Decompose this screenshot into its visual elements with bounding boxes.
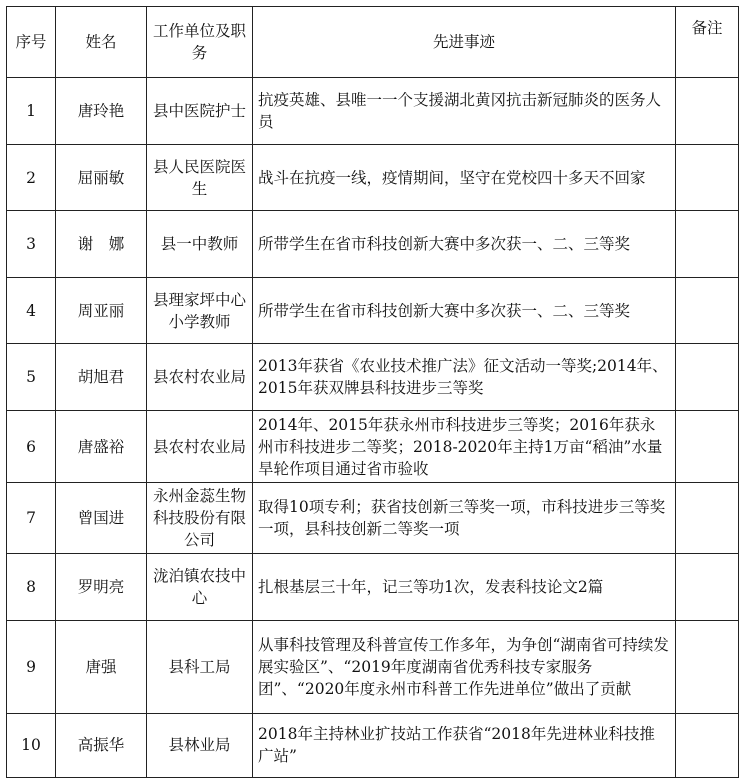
row-deeds: 所带学生在省市科技创新大赛中多次获一、二、三等奖 — [253, 278, 676, 344]
table-row — [7, 411, 739, 482]
table-row — [7, 278, 739, 344]
row-index: 8 — [7, 553, 56, 620]
row-note — [676, 553, 739, 620]
header-unit: 工作单位及职务 — [147, 7, 253, 78]
row-note — [676, 482, 739, 553]
row-note — [676, 411, 739, 482]
row-note — [676, 278, 739, 344]
row-name: 唐玲艳 — [56, 78, 147, 145]
row-index: 10 — [7, 713, 56, 777]
row-unit: 永州金蕊生物科技股份有限公司 — [147, 482, 253, 553]
row-unit: 县人民医院医生 — [147, 145, 253, 211]
row-index: 9 — [7, 620, 56, 713]
row-deeds: 从事科技管理及科普宣传工作多年，为争创“湖南省可持续发展实验区”、“2019年度湖南省优秀科技专家服务团”、“2020年度永州市科普工作先进单位”做出了贡献 — [253, 620, 676, 713]
row-name: 曾国进 — [56, 482, 147, 553]
row-unit: 县林业局 — [147, 713, 253, 777]
table-row — [7, 713, 739, 777]
row-index: 4 — [7, 278, 56, 344]
row-deeds: 2013年获省《农业技术推广法》征文活动一等奖;2014年、2015年获双牌县科技进步三等奖 — [253, 344, 676, 411]
row-name: 周亚丽 — [56, 278, 147, 344]
row-deeds: 扎根基层三十年，记三等功1次，发表科技论文2篇 — [253, 553, 676, 620]
row-unit: 县农村农业局 — [147, 411, 253, 482]
row-note — [676, 145, 739, 211]
row-index: 3 — [7, 211, 56, 278]
row-index: 6 — [7, 411, 56, 482]
row-deeds: 抗疫英雄、县唯一一个支援湖北黄冈抗击新冠肺炎的医务人员 — [253, 78, 676, 145]
row-name: 唐盛裕 — [56, 411, 147, 482]
row-index: 1 — [7, 78, 56, 145]
row-index: 2 — [7, 145, 56, 211]
row-note — [676, 344, 739, 411]
row-unit: 县一中教师 — [147, 211, 253, 278]
row-note — [676, 211, 739, 278]
row-deeds: 所带学生在省市科技创新大赛中多次获一、二、三等奖 — [253, 211, 676, 278]
row-deeds: 战斗在抗疫一线，疫情期间，坚守在党校四十多天不回家 — [253, 145, 676, 211]
row-deeds: 2018年主持林业扩技站工作获省“2018年先进林业科技推广站” — [253, 713, 676, 777]
table-row — [7, 482, 739, 553]
row-name: 高振华 — [56, 713, 147, 777]
row-name: 屈丽敏 — [56, 145, 147, 211]
header-index: 序号 — [7, 7, 56, 78]
table-row — [7, 78, 739, 145]
commendation-table — [6, 6, 739, 778]
row-name: 胡旭君 — [56, 344, 147, 411]
row-name: 唐强 — [56, 620, 147, 713]
row-note — [676, 713, 739, 777]
row-deeds: 取得10项专利；获省技创新三等奖一项，市科技进步三等奖一项，县科技创新二等奖一项 — [253, 482, 676, 553]
row-name: 罗明亮 — [56, 553, 147, 620]
row-deeds: 2014年、2015年获永州市科技进步三等奖；2016年获永州市科技进步二等奖；2018-2020年主持1万亩“稻油”水量旱轮作项目通过省市验收 — [253, 411, 676, 482]
header-deeds: 先进事迹 — [253, 7, 676, 78]
row-unit: 县科工局 — [147, 620, 253, 713]
table-row — [7, 145, 739, 211]
header-row — [7, 7, 739, 78]
row-unit: 县理家坪中心小学教师 — [147, 278, 253, 344]
header-note: 备注 — [676, 7, 739, 78]
table-row — [7, 553, 739, 620]
row-unit: 县中医院护士 — [147, 78, 253, 145]
row-index: 5 — [7, 344, 56, 411]
row-note — [676, 78, 739, 145]
row-index: 7 — [7, 482, 56, 553]
row-note — [676, 620, 739, 713]
table-row — [7, 620, 739, 713]
header-name: 姓名 — [56, 7, 147, 78]
table-row — [7, 211, 739, 278]
row-name: 谢 娜 — [56, 211, 147, 278]
row-unit: 泷泊镇农技中心 — [147, 553, 253, 620]
row-unit: 县农村农业局 — [147, 344, 253, 411]
table-row — [7, 344, 739, 411]
